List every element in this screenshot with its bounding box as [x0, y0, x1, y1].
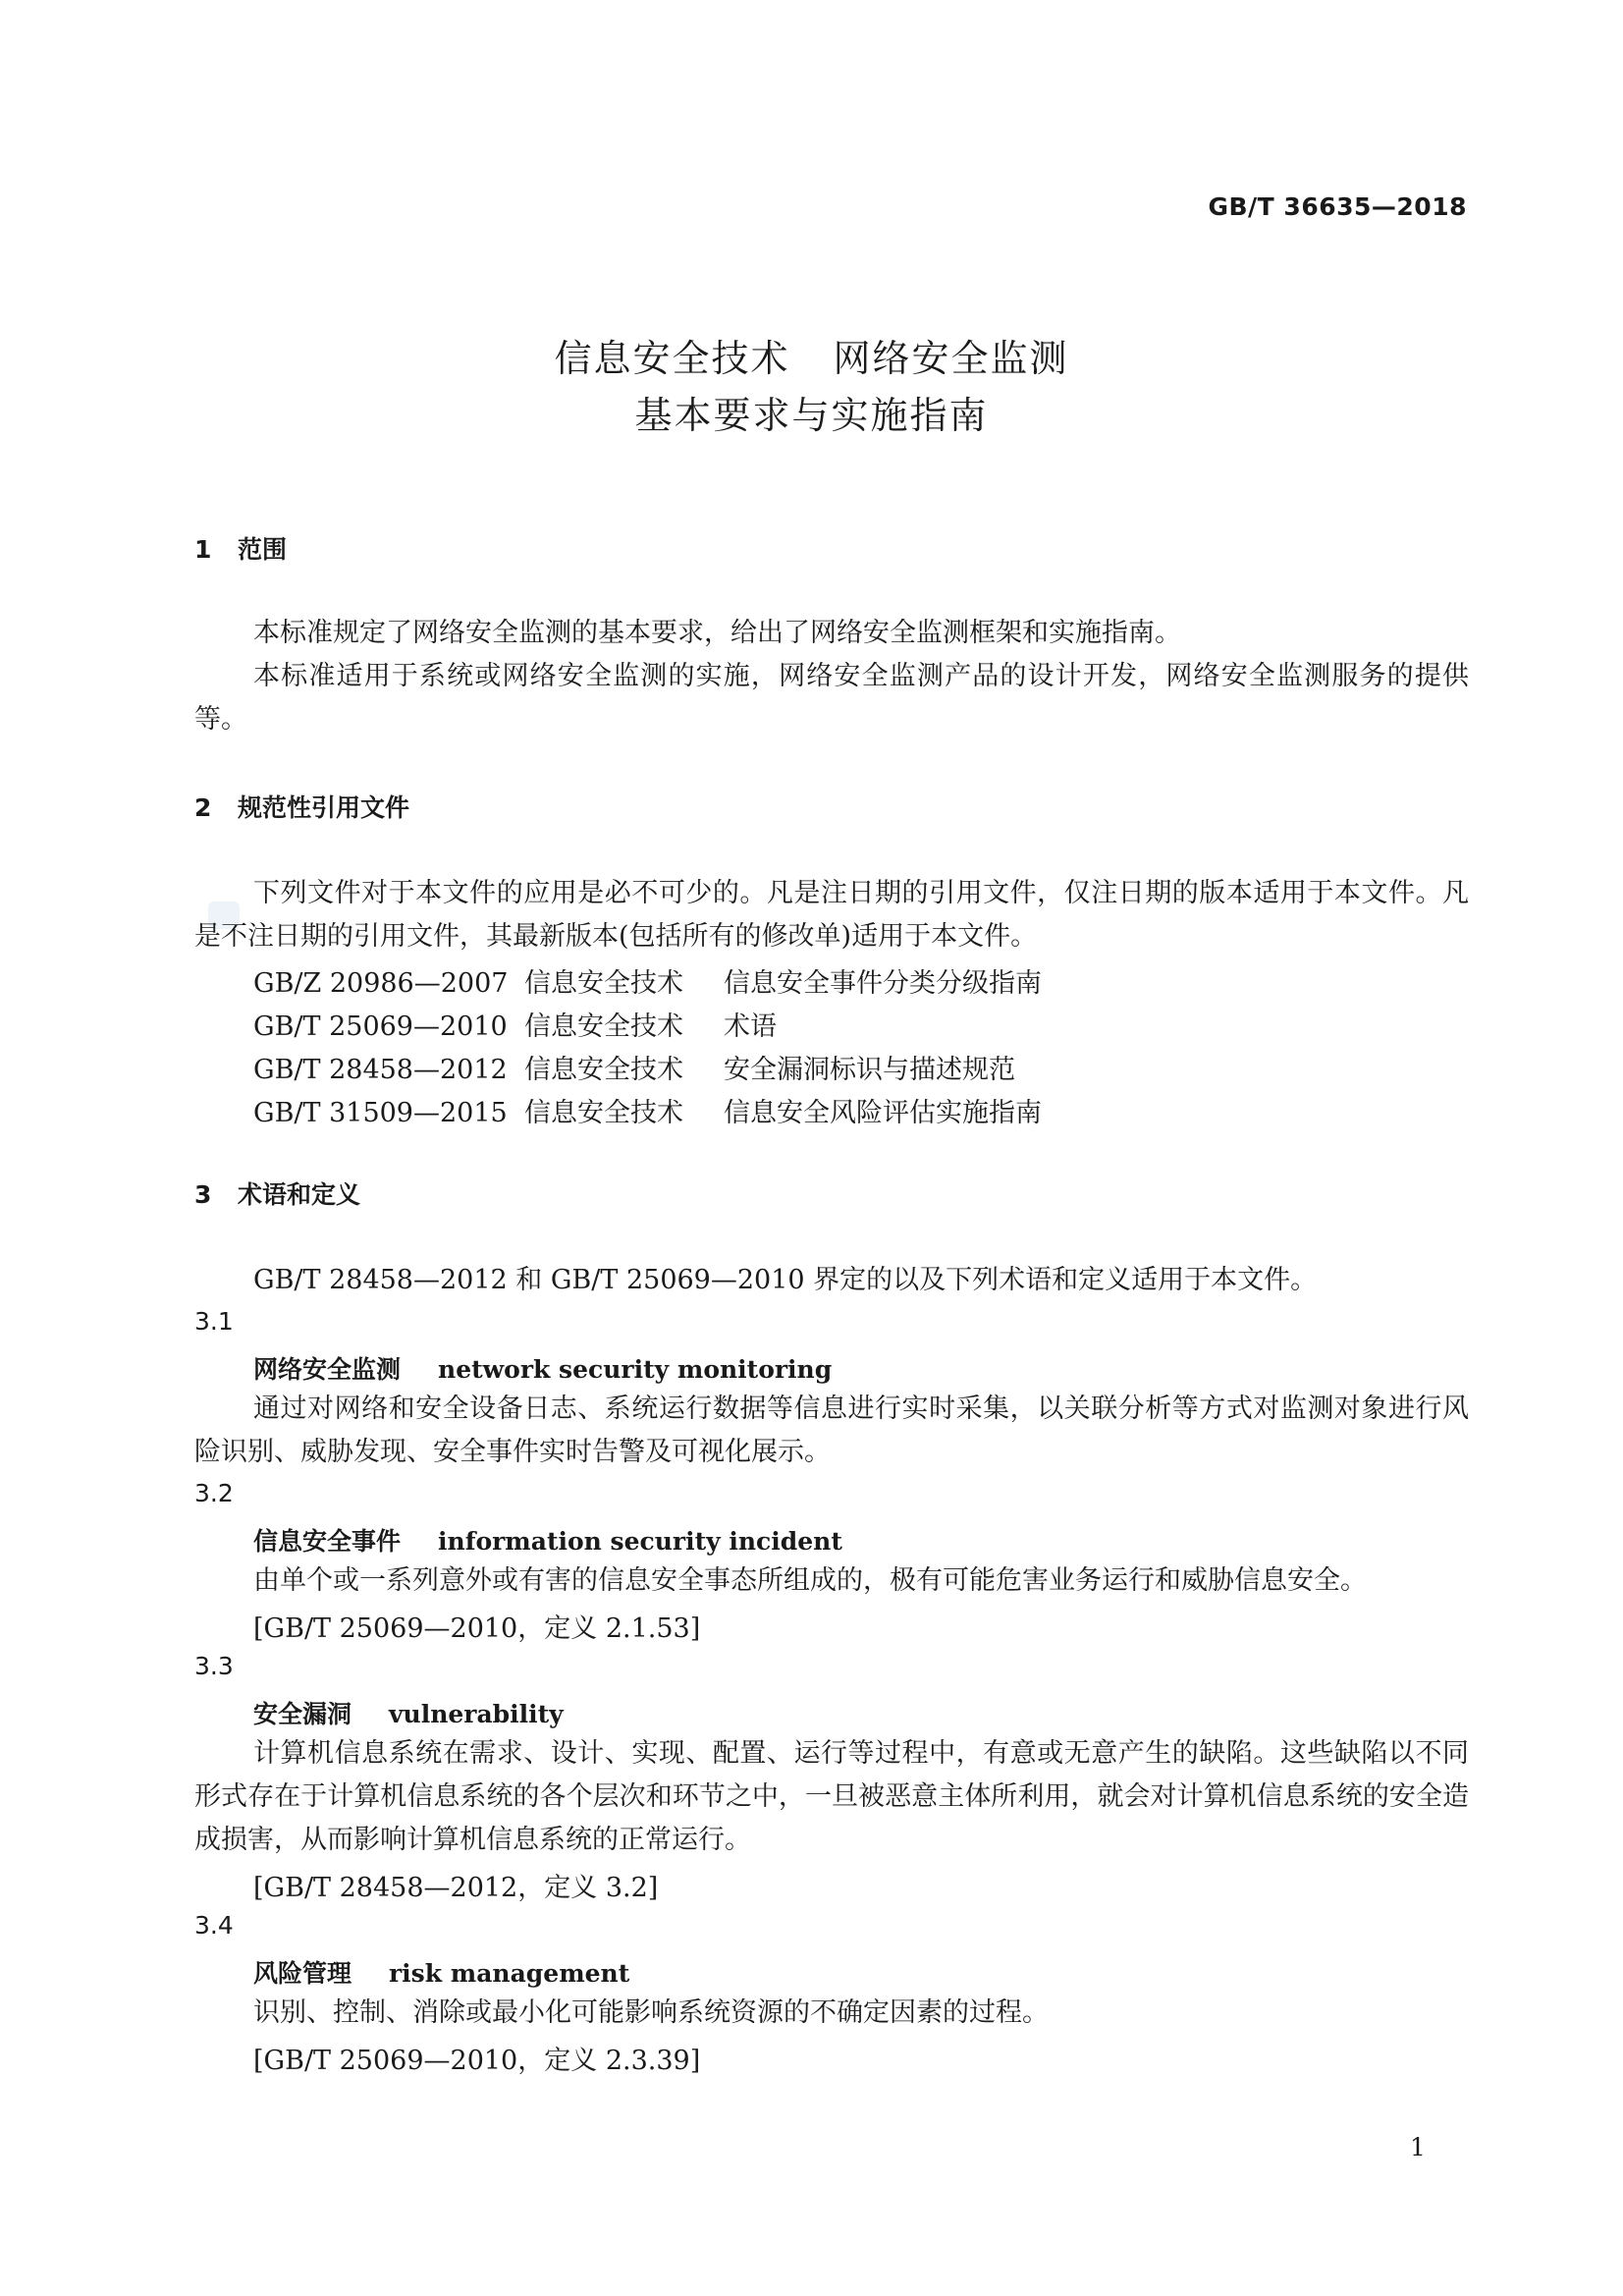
scope-paragraph-2: 本标准适用于系统或网络安全监测的实施，网络安全监测产品的设计开发，网络安全监测服务的提供等。	[194, 661, 1469, 735]
scope-paragraph-1: 本标准规定了网络安全监测的基本要求，给出了网络安全监测框架和实施指南。	[253, 618, 1181, 648]
term-source: [GB/T 25069—2010，定义 2.3.39]	[253, 2046, 701, 2076]
term-name-zh: 信息安全事件	[253, 1527, 402, 1556]
reference-part-1: 信息安全技术	[524, 1055, 683, 1085]
term-name-en: vulnerability	[389, 1700, 564, 1728]
section-title: 术语和定义	[238, 1180, 361, 1209]
term-number: 3.3	[194, 1652, 234, 1680]
title-part-1: 信息安全技术	[554, 337, 790, 380]
reference-part-1: 信息安全技术	[524, 1011, 683, 1042]
term-number: 3.2	[194, 1479, 234, 1507]
section-title: 规范性引用文件	[238, 793, 410, 822]
reference-part-1: 信息安全技术	[524, 968, 683, 999]
section-heading-1	[194, 530, 287, 566]
section-heading-3	[194, 1175, 360, 1211]
term-name-zh: 风险管理	[253, 1959, 352, 1988]
term-definition: 通过对网络和安全设备日志、系统运行数据等信息进行实时采集，以关联分析等方式对监测对象进行风险识别、威胁发现、安全事件实时告警及可视化展示。	[194, 1394, 1469, 1467]
reference-item	[253, 1005, 777, 1043]
term-name-en: risk management	[389, 1959, 630, 1988]
reference-item	[253, 1048, 1015, 1086]
reference-part-2: 术语	[724, 1011, 777, 1042]
title-part-2: 网络安全监测	[833, 337, 1069, 380]
terms-intro: GB/T 28458—2012 和 GB/T 25069—2010 界定的以及下列术语和定义适用于本文件。	[253, 1265, 1318, 1295]
section-number: 1	[194, 535, 212, 564]
references-intro: 下列文件对于本文件的应用是必不可少的。凡是注日期的引用文件，仅注日期的版本适用于本文件。凡是不注日期的引用文件，其最新版本(包括所有的修改单)适用于本文件。	[194, 878, 1469, 952]
document-title	[0, 330, 1623, 444]
standard-code: GB/T 36635—2018	[1208, 192, 1467, 221]
reference-part-1: 信息安全技术	[524, 1098, 683, 1128]
term-name-en: information security incident	[438, 1527, 842, 1556]
reference-code: GB/Z 20986—2007	[253, 968, 509, 999]
term-source: [GB/T 28458—2012，定义 3.2]	[253, 1873, 659, 1903]
term-number: 3.4	[194, 1911, 234, 1940]
section-title: 范围	[238, 535, 288, 564]
reference-item	[253, 961, 1042, 1000]
term-definition: 由单个或一系列意外或有害的信息安全事态所组成的，极有可能危害业务运行和威胁信息安全。	[253, 1565, 1367, 1596]
reference-item	[253, 1091, 1042, 1129]
title-line-2: 基本要求与实施指南	[634, 394, 989, 437]
page-number: 1	[1410, 2133, 1426, 2161]
term-name-en: network security monitoring	[438, 1355, 833, 1384]
term-name	[253, 1695, 564, 1730]
term-name-zh: 网络安全监测	[253, 1355, 402, 1384]
section-number: 2	[194, 793, 212, 822]
reference-code: GB/T 28458—2012	[253, 1055, 508, 1085]
term-source: [GB/T 25069—2010，定义 2.1.53]	[253, 1613, 701, 1644]
term-name	[253, 1350, 832, 1386]
title-line-1	[0, 330, 1623, 387]
reference-part-2: 信息安全风险评估实施指南	[724, 1098, 1042, 1128]
reference-code: GB/T 31509—2015	[253, 1098, 508, 1128]
term-definition: 识别、控制、消除或最小化可能影响系统资源的不确定因素的过程。	[253, 1997, 1049, 2028]
reference-code: GB/T 25069—2010	[253, 1011, 508, 1042]
term-name	[253, 1954, 629, 1990]
reference-part-2: 安全漏洞标识与描述规范	[724, 1055, 1015, 1085]
section-number: 3	[194, 1180, 212, 1209]
term-definition: 计算机信息系统在需求、设计、实现、配置、运行等过程中，有意或无意产生的缺陷。这些缺陷以不同形式存在于计算机信息系统的各个层次和环节之中，一旦被恶意主体所利用，就会对计算机信息系统的安全造成损害，从而影响计算机信息系统的正常运行。	[194, 1738, 1469, 1855]
reference-part-2: 信息安全事件分类分级指南	[724, 968, 1042, 999]
term-number: 3.1	[194, 1307, 234, 1336]
term-name-zh: 安全漏洞	[253, 1700, 352, 1728]
section-heading-2	[194, 789, 409, 824]
term-name	[253, 1522, 842, 1558]
